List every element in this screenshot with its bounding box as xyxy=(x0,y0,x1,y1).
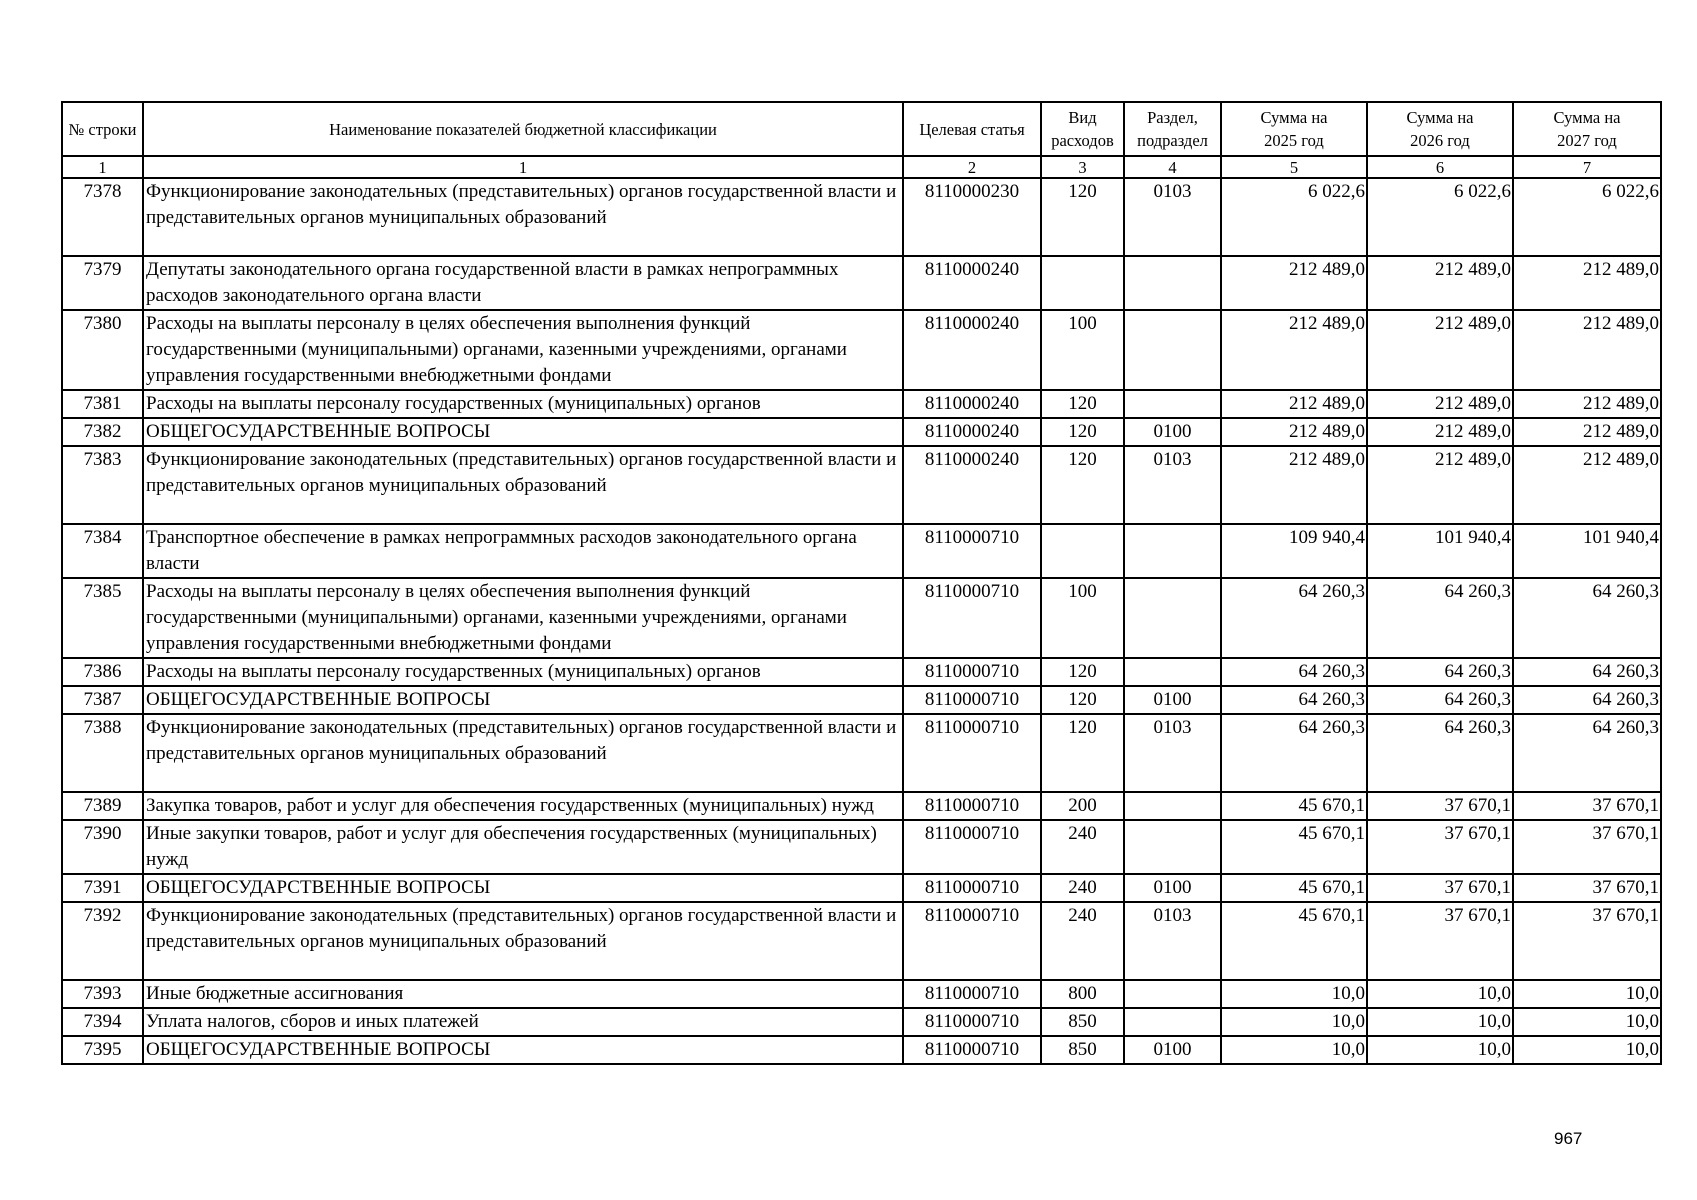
row-sum-2026-cell: 212 489,0 xyxy=(1367,310,1513,390)
row-sum-2027-cell: 64 260,3 xyxy=(1513,686,1661,714)
row-name-cell: ОБЩЕГОСУДАРСТВЕННЫЕ ВОПРОСЫ xyxy=(143,418,903,446)
row-number-cell: 7392 xyxy=(62,902,143,980)
header-target: Целевая статья xyxy=(903,102,1041,156)
row-target-cell: 8110000710 xyxy=(903,1008,1041,1036)
row-kind-cell: 120 xyxy=(1041,390,1124,418)
row-target-cell: 8110000240 xyxy=(903,446,1041,524)
row-kind-cell: 120 xyxy=(1041,658,1124,686)
row-kind-cell xyxy=(1041,256,1124,310)
table-row xyxy=(62,446,1661,524)
row-sum-2027-cell: 64 260,3 xyxy=(1513,714,1661,792)
row-sum-2025-cell: 212 489,0 xyxy=(1221,310,1367,390)
table-row xyxy=(62,658,1661,686)
row-kind-cell: 200 xyxy=(1041,792,1124,820)
header-row-no: № строки xyxy=(62,102,143,156)
row-number-cell: 7385 xyxy=(62,578,143,658)
row-name-cell: Транспортное обеспечение в рамках непрограммных расходов законодательного органа власти xyxy=(143,524,903,578)
header-sum-2026-line2: 2026 год xyxy=(1410,131,1470,150)
row-target-cell: 8110000710 xyxy=(903,524,1041,578)
row-sum-2026-cell: 10,0 xyxy=(1367,1008,1513,1036)
table-row xyxy=(62,524,1661,578)
row-number-cell: 7395 xyxy=(62,1036,143,1064)
row-sum-2026-cell: 212 489,0 xyxy=(1367,390,1513,418)
row-kind-cell: 120 xyxy=(1041,686,1124,714)
row-sum-2027-cell: 212 489,0 xyxy=(1513,390,1661,418)
row-name-cell: Функционирование законодательных (представительных) органов государственной власти и представительных органов муниципальных образований xyxy=(143,178,903,256)
header-sum-2027-line1: Сумма на xyxy=(1553,108,1621,127)
header-row xyxy=(62,102,1661,156)
row-sum-2025-cell: 10,0 xyxy=(1221,980,1367,1008)
row-sum-2026-cell: 10,0 xyxy=(1367,1036,1513,1064)
column-number: 7 xyxy=(1513,156,1661,178)
column-number: 1 xyxy=(62,156,143,178)
table-row xyxy=(62,820,1661,874)
row-number-cell: 7393 xyxy=(62,980,143,1008)
row-sum-2027-cell: 6 022,6 xyxy=(1513,178,1661,256)
row-sum-2025-cell: 212 489,0 xyxy=(1221,390,1367,418)
row-sum-2026-cell: 64 260,3 xyxy=(1367,578,1513,658)
row-name-cell: ОБЩЕГОСУДАРСТВЕННЫЕ ВОПРОСЫ xyxy=(143,686,903,714)
row-sum-2026-cell: 64 260,3 xyxy=(1367,686,1513,714)
table-row xyxy=(62,980,1661,1008)
row-sum-2027-cell: 101 940,4 xyxy=(1513,524,1661,578)
row-sum-2025-cell: 64 260,3 xyxy=(1221,578,1367,658)
row-sum-2027-cell: 10,0 xyxy=(1513,980,1661,1008)
row-number-cell: 7384 xyxy=(62,524,143,578)
row-number-cell: 7394 xyxy=(62,1008,143,1036)
row-kind-cell: 800 xyxy=(1041,980,1124,1008)
header-kind-line2: расходов xyxy=(1051,131,1114,150)
row-number-cell: 7379 xyxy=(62,256,143,310)
row-sum-2027-cell: 37 670,1 xyxy=(1513,902,1661,980)
row-sum-2025-cell: 45 670,1 xyxy=(1221,902,1367,980)
row-sum-2026-cell: 212 489,0 xyxy=(1367,418,1513,446)
row-sum-2026-cell: 212 489,0 xyxy=(1367,256,1513,310)
row-sum-2025-cell: 109 940,4 xyxy=(1221,524,1367,578)
row-section-cell xyxy=(1124,820,1221,874)
page-number: 967 xyxy=(1554,1129,1583,1148)
row-name-cell: Расходы на выплаты персоналу в целях обеспечения выполнения функций государственными (муниципальными) органами, казенными учреждениями, органами управления государственными внебюджетными фондами xyxy=(143,578,903,658)
row-section-cell xyxy=(1124,792,1221,820)
row-name-cell: Функционирование законодательных (представительных) органов государственной власти и представительных органов муниципальных образований xyxy=(143,902,903,980)
row-sum-2026-cell: 37 670,1 xyxy=(1367,902,1513,980)
table-row xyxy=(62,418,1661,446)
row-name-cell: Уплата налогов, сборов и иных платежей xyxy=(143,1008,903,1036)
row-sum-2025-cell: 64 260,3 xyxy=(1221,658,1367,686)
row-sum-2027-cell: 212 489,0 xyxy=(1513,446,1661,524)
row-number-cell: 7383 xyxy=(62,446,143,524)
row-kind-cell: 240 xyxy=(1041,902,1124,980)
row-number-cell: 7387 xyxy=(62,686,143,714)
table-row xyxy=(62,1036,1661,1064)
row-sum-2025-cell: 45 670,1 xyxy=(1221,792,1367,820)
row-number-cell: 7390 xyxy=(62,820,143,874)
row-target-cell: 8110000710 xyxy=(903,714,1041,792)
row-section-cell: 0103 xyxy=(1124,178,1221,256)
row-target-cell: 8110000710 xyxy=(903,792,1041,820)
row-sum-2025-cell: 212 489,0 xyxy=(1221,446,1367,524)
row-section-cell: 0103 xyxy=(1124,902,1221,980)
table-row xyxy=(62,686,1661,714)
row-target-cell: 8110000710 xyxy=(903,980,1041,1008)
header-section xyxy=(1124,102,1221,156)
row-target-cell: 8110000240 xyxy=(903,310,1041,390)
row-target-cell: 8110000710 xyxy=(903,578,1041,658)
column-number: 5 xyxy=(1221,156,1367,178)
table-row xyxy=(62,792,1661,820)
header-section-line1: Раздел, xyxy=(1147,108,1198,127)
row-section-cell: 0100 xyxy=(1124,686,1221,714)
row-section-cell xyxy=(1124,1008,1221,1036)
row-name-cell: Иные бюджетные ассигнования xyxy=(143,980,903,1008)
row-kind-cell: 120 xyxy=(1041,418,1124,446)
header-sum-2025-line1: Сумма на xyxy=(1260,108,1328,127)
row-number-cell: 7388 xyxy=(62,714,143,792)
table-row xyxy=(62,1008,1661,1036)
row-sum-2027-cell: 64 260,3 xyxy=(1513,658,1661,686)
row-section-cell xyxy=(1124,310,1221,390)
row-sum-2025-cell: 10,0 xyxy=(1221,1036,1367,1064)
row-kind-cell: 120 xyxy=(1041,446,1124,524)
table-row xyxy=(62,390,1661,418)
row-sum-2025-cell: 45 670,1 xyxy=(1221,820,1367,874)
row-section-cell xyxy=(1124,524,1221,578)
header-name: Наименование показателей бюджетной классификации xyxy=(143,102,903,156)
row-target-cell: 8110000710 xyxy=(903,902,1041,980)
row-target-cell: 8110000710 xyxy=(903,658,1041,686)
header-kind-line1: Вид xyxy=(1068,108,1097,127)
row-sum-2026-cell: 6 022,6 xyxy=(1367,178,1513,256)
table-row xyxy=(62,714,1661,792)
row-sum-2026-cell: 212 489,0 xyxy=(1367,446,1513,524)
row-sum-2027-cell: 37 670,1 xyxy=(1513,792,1661,820)
table-row xyxy=(62,178,1661,256)
row-sum-2026-cell: 64 260,3 xyxy=(1367,658,1513,686)
header-sum-2027-line2: 2027 год xyxy=(1557,131,1617,150)
row-name-cell: ОБЩЕГОСУДАРСТВЕННЫЕ ВОПРОСЫ xyxy=(143,874,903,902)
row-sum-2025-cell: 212 489,0 xyxy=(1221,418,1367,446)
row-section-cell: 0100 xyxy=(1124,874,1221,902)
row-section-cell xyxy=(1124,390,1221,418)
row-name-cell: Расходы на выплаты персоналу в целях обеспечения выполнения функций государственными (муниципальными) органами, казенными учреждениями, органами управления государственными внебюджетными фондами xyxy=(143,310,903,390)
table-row xyxy=(62,902,1661,980)
row-section-cell: 0103 xyxy=(1124,714,1221,792)
header-kind xyxy=(1041,102,1124,156)
header-sum-2027 xyxy=(1513,102,1661,156)
table-row xyxy=(62,874,1661,902)
row-name-cell: Функционирование законодательных (представительных) органов государственной власти и представительных органов муниципальных образований xyxy=(143,714,903,792)
row-target-cell: 8110000240 xyxy=(903,418,1041,446)
row-kind-cell: 240 xyxy=(1041,820,1124,874)
row-section-cell: 0103 xyxy=(1124,446,1221,524)
row-target-cell: 8110000710 xyxy=(903,1036,1041,1064)
row-kind-cell: 850 xyxy=(1041,1008,1124,1036)
column-number-row xyxy=(62,156,1661,178)
row-kind-cell: 240 xyxy=(1041,874,1124,902)
row-sum-2026-cell: 10,0 xyxy=(1367,980,1513,1008)
column-number: 1 xyxy=(143,156,903,178)
row-section-cell xyxy=(1124,658,1221,686)
row-sum-2027-cell: 37 670,1 xyxy=(1513,820,1661,874)
row-number-cell: 7391 xyxy=(62,874,143,902)
row-sum-2025-cell: 10,0 xyxy=(1221,1008,1367,1036)
row-sum-2027-cell: 212 489,0 xyxy=(1513,310,1661,390)
row-sum-2025-cell: 64 260,3 xyxy=(1221,686,1367,714)
table-body xyxy=(62,178,1661,1064)
header-sum-2025 xyxy=(1221,102,1367,156)
row-sum-2027-cell: 10,0 xyxy=(1513,1008,1661,1036)
row-sum-2025-cell: 64 260,3 xyxy=(1221,714,1367,792)
table-row xyxy=(62,310,1661,390)
row-name-cell: Депутаты законодательного органа государственной власти в рамках непрограммных расходов законодательного органа власти xyxy=(143,256,903,310)
row-target-cell: 8110000240 xyxy=(903,256,1041,310)
row-name-cell: Расходы на выплаты персоналу государственных (муниципальных) органов xyxy=(143,390,903,418)
row-section-cell xyxy=(1124,256,1221,310)
row-kind-cell: 850 xyxy=(1041,1036,1124,1064)
row-number-cell: 7382 xyxy=(62,418,143,446)
row-name-cell: Иные закупки товаров, работ и услуг для обеспечения государственных (муниципальных) нужд xyxy=(143,820,903,874)
row-name-cell: Расходы на выплаты персоналу государственных (муниципальных) органов xyxy=(143,658,903,686)
row-sum-2025-cell: 45 670,1 xyxy=(1221,874,1367,902)
row-number-cell: 7380 xyxy=(62,310,143,390)
row-sum-2025-cell: 212 489,0 xyxy=(1221,256,1367,310)
row-sum-2026-cell: 101 940,4 xyxy=(1367,524,1513,578)
header-sum-2025-line2: 2025 год xyxy=(1264,131,1324,150)
row-kind-cell: 100 xyxy=(1041,310,1124,390)
row-section-cell: 0100 xyxy=(1124,418,1221,446)
table-row xyxy=(62,256,1661,310)
row-name-cell: Закупка товаров, работ и услуг для обеспечения государственных (муниципальных) нужд xyxy=(143,792,903,820)
column-number: 3 xyxy=(1041,156,1124,178)
header-section-line2: подраздел xyxy=(1137,131,1208,150)
row-kind-cell xyxy=(1041,524,1124,578)
row-sum-2026-cell: 64 260,3 xyxy=(1367,714,1513,792)
budget-table xyxy=(61,101,1662,1065)
row-sum-2026-cell: 37 670,1 xyxy=(1367,792,1513,820)
row-kind-cell: 120 xyxy=(1041,178,1124,256)
row-name-cell: ОБЩЕГОСУДАРСТВЕННЫЕ ВОПРОСЫ xyxy=(143,1036,903,1064)
row-sum-2027-cell: 212 489,0 xyxy=(1513,256,1661,310)
row-sum-2025-cell: 6 022,6 xyxy=(1221,178,1367,256)
header-sum-2026 xyxy=(1367,102,1513,156)
row-section-cell: 0100 xyxy=(1124,1036,1221,1064)
row-number-cell: 7389 xyxy=(62,792,143,820)
column-number: 6 xyxy=(1367,156,1513,178)
row-section-cell xyxy=(1124,578,1221,658)
row-target-cell: 8110000710 xyxy=(903,686,1041,714)
column-number: 2 xyxy=(903,156,1041,178)
row-kind-cell: 120 xyxy=(1041,714,1124,792)
row-name-cell: Функционирование законодательных (представительных) органов государственной власти и представительных органов муниципальных образований xyxy=(143,446,903,524)
column-number: 4 xyxy=(1124,156,1221,178)
row-target-cell: 8110000230 xyxy=(903,178,1041,256)
row-sum-2026-cell: 37 670,1 xyxy=(1367,874,1513,902)
row-kind-cell: 100 xyxy=(1041,578,1124,658)
header-sum-2026-line1: Сумма на xyxy=(1406,108,1474,127)
table-row xyxy=(62,578,1661,658)
row-target-cell: 8110000710 xyxy=(903,820,1041,874)
row-number-cell: 7378 xyxy=(62,178,143,256)
row-sum-2026-cell: 37 670,1 xyxy=(1367,820,1513,874)
row-number-cell: 7386 xyxy=(62,658,143,686)
row-sum-2027-cell: 64 260,3 xyxy=(1513,578,1661,658)
row-sum-2027-cell: 37 670,1 xyxy=(1513,874,1661,902)
row-number-cell: 7381 xyxy=(62,390,143,418)
row-sum-2027-cell: 10,0 xyxy=(1513,1036,1661,1064)
row-target-cell: 8110000240 xyxy=(903,390,1041,418)
row-sum-2027-cell: 212 489,0 xyxy=(1513,418,1661,446)
row-section-cell xyxy=(1124,980,1221,1008)
row-target-cell: 8110000710 xyxy=(903,874,1041,902)
